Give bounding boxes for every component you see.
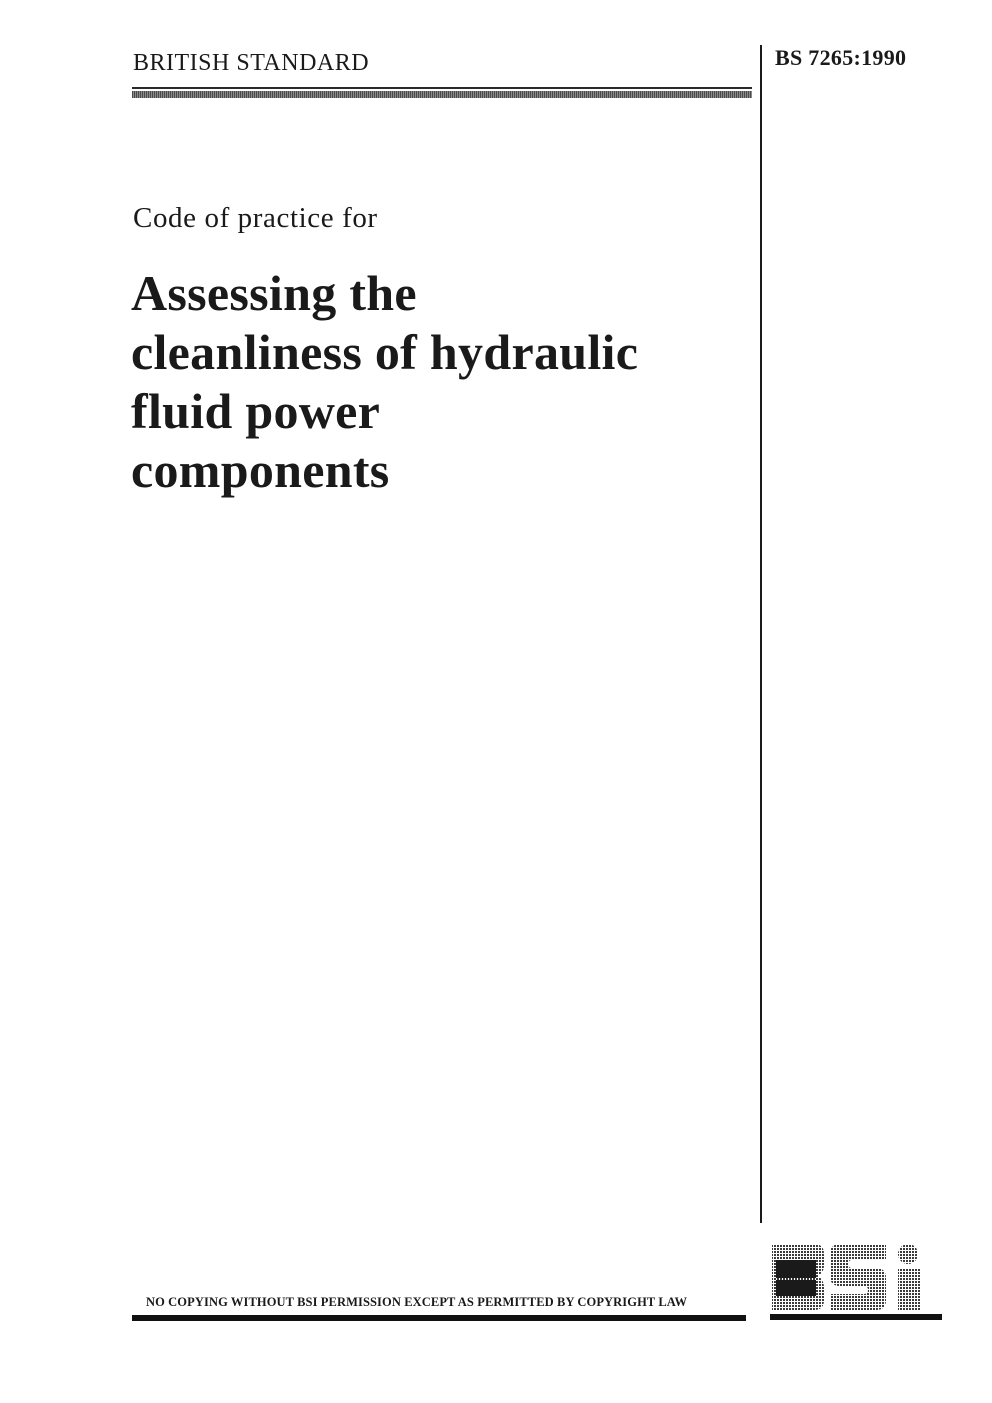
series-label: BRITISH STANDARD [133, 50, 370, 76]
document-title [131, 264, 759, 500]
standard-number: BS 7265:1990 [775, 45, 907, 70]
title-line: components [131, 442, 390, 498]
header-rule-thick [132, 91, 752, 98]
header-rule-thin [132, 87, 752, 89]
subtitle: Code of practice for [133, 202, 378, 234]
copyright-note: NO COPYING WITHOUT BSI PERMISSION EXCEPT AS PERMITTED BY COPYRIGHT LAW [146, 1295, 688, 1309]
vertical-rule [760, 45, 762, 1223]
title-line: cleanliness of hydraulic [131, 324, 639, 380]
title-line: Assessing the [131, 265, 417, 321]
bsi-logo-icon [768, 1242, 944, 1322]
title-line: fluid power [131, 383, 381, 439]
footer-rule [132, 1315, 746, 1321]
